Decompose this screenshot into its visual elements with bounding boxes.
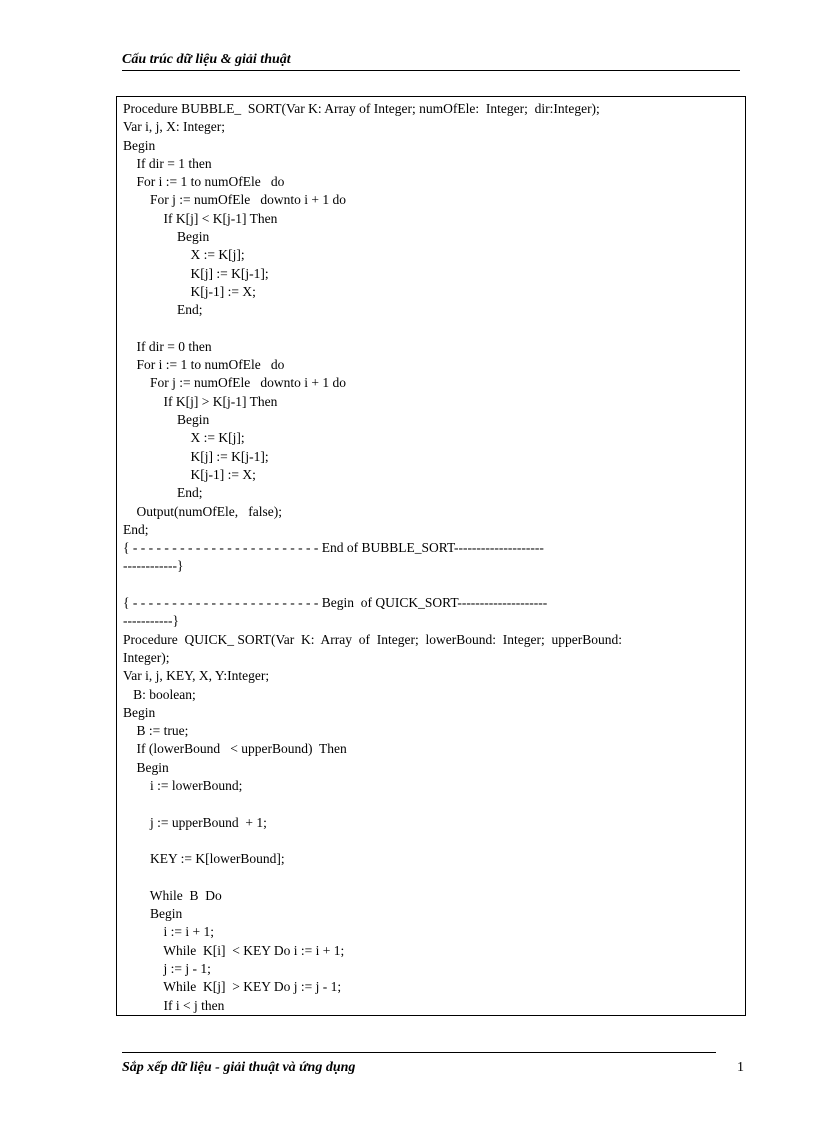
- code-listing-box: [116, 96, 746, 1016]
- code-line: While K[j] > KEY Do j := j - 1;: [123, 979, 342, 995]
- code-line: K[j] := K[j-1];: [123, 448, 269, 464]
- code-line: End;: [123, 302, 203, 318]
- code-line: While B Do: [123, 887, 222, 903]
- code-line: B := true;: [123, 723, 189, 739]
- code-line: [123, 832, 739, 850]
- code-line: [123, 795, 739, 813]
- code-line: X := K[j];: [123, 430, 245, 446]
- code-line: [123, 320, 739, 338]
- code-line: If dir = 1 then: [123, 155, 212, 171]
- code-line: Begin: [123, 412, 210, 428]
- code-line: { - - - - - - - - - - - - - - - - - - - - - - - - Begin of QUICK_SORT--------------------: [123, 595, 548, 611]
- code-line: ------------}: [123, 558, 184, 574]
- code-line: j := j - 1;: [123, 960, 211, 976]
- code-line: [123, 576, 739, 594]
- code-line: KEY := K[lowerBound];: [123, 851, 285, 867]
- code-line: { - - - - - - - - - - - - - - - - - - - - - - - - End of BUBBLE_SORT--------------------: [123, 540, 544, 556]
- code-line: If dir = 0 then: [123, 338, 212, 354]
- header-title: Cấu trúc dữ liệu & giải thuật: [122, 52, 291, 67]
- code-line: -----------}: [123, 613, 179, 629]
- code-line: K[j-1] := X;: [123, 466, 256, 482]
- code-line: j := upperBound + 1;: [123, 814, 267, 830]
- code-line: [123, 868, 739, 886]
- code-line: Procedure BUBBLE_ SORT(Var K: Array of Integer; numOfEle: Integer; dir:Integer);: [123, 101, 600, 116]
- page-number: 1: [737, 1060, 744, 1075]
- code-line: If (lowerBound < upperBound) Then: [123, 741, 347, 757]
- code-line: Begin: [123, 759, 169, 775]
- footer-rule: [122, 1052, 716, 1053]
- code-line: B: boolean;: [123, 686, 196, 702]
- code-line: i := i + 1;: [123, 924, 214, 940]
- code-line: If K[j] < K[j-1] Then: [123, 210, 278, 226]
- footer-title: Sắp xếp dữ liệu - giải thuật và ứng dụng: [122, 1060, 356, 1075]
- code-line: K[j] := K[j-1];: [123, 265, 269, 281]
- code-line: End;: [123, 521, 149, 537]
- code-line: End;: [123, 485, 203, 501]
- code-line: Procedure QUICK_ SORT(Var K: Array of Integer; lowerBound: Integer; upperBound:: [123, 631, 622, 647]
- code-line: i := lowerBound;: [123, 777, 243, 793]
- code-line: While K[i] < KEY Do i := i + 1;: [123, 942, 345, 958]
- code-line: If i < j then: [123, 997, 225, 1013]
- code-line: For j := numOfEle downto i + 1 do: [123, 192, 346, 208]
- code-line: Output(numOfEle, false);: [123, 503, 282, 519]
- code-lines: [123, 100, 739, 1015]
- code-line: Begin: [123, 137, 156, 153]
- code-line: X := K[j];: [123, 247, 245, 263]
- code-line: Begin: [123, 704, 156, 720]
- page-header: [122, 52, 740, 71]
- code-line: For i := 1 to numOfEle do: [123, 174, 285, 190]
- code-line: Begin: [123, 906, 183, 922]
- code-line: Begin: [123, 229, 210, 245]
- code-line: Var i, j, X: Integer;: [123, 119, 225, 135]
- code-line: K[j-1] := X;: [123, 283, 256, 299]
- code-line: Integer);: [123, 649, 170, 665]
- code-line: Var i, j, KEY, X, Y:Integer;: [123, 668, 270, 684]
- code-line: If K[j] > K[j-1] Then: [123, 393, 278, 409]
- code-line: For i := 1 to numOfEle do: [123, 357, 285, 373]
- code-line: For j := numOfEle downto i + 1 do: [123, 375, 346, 391]
